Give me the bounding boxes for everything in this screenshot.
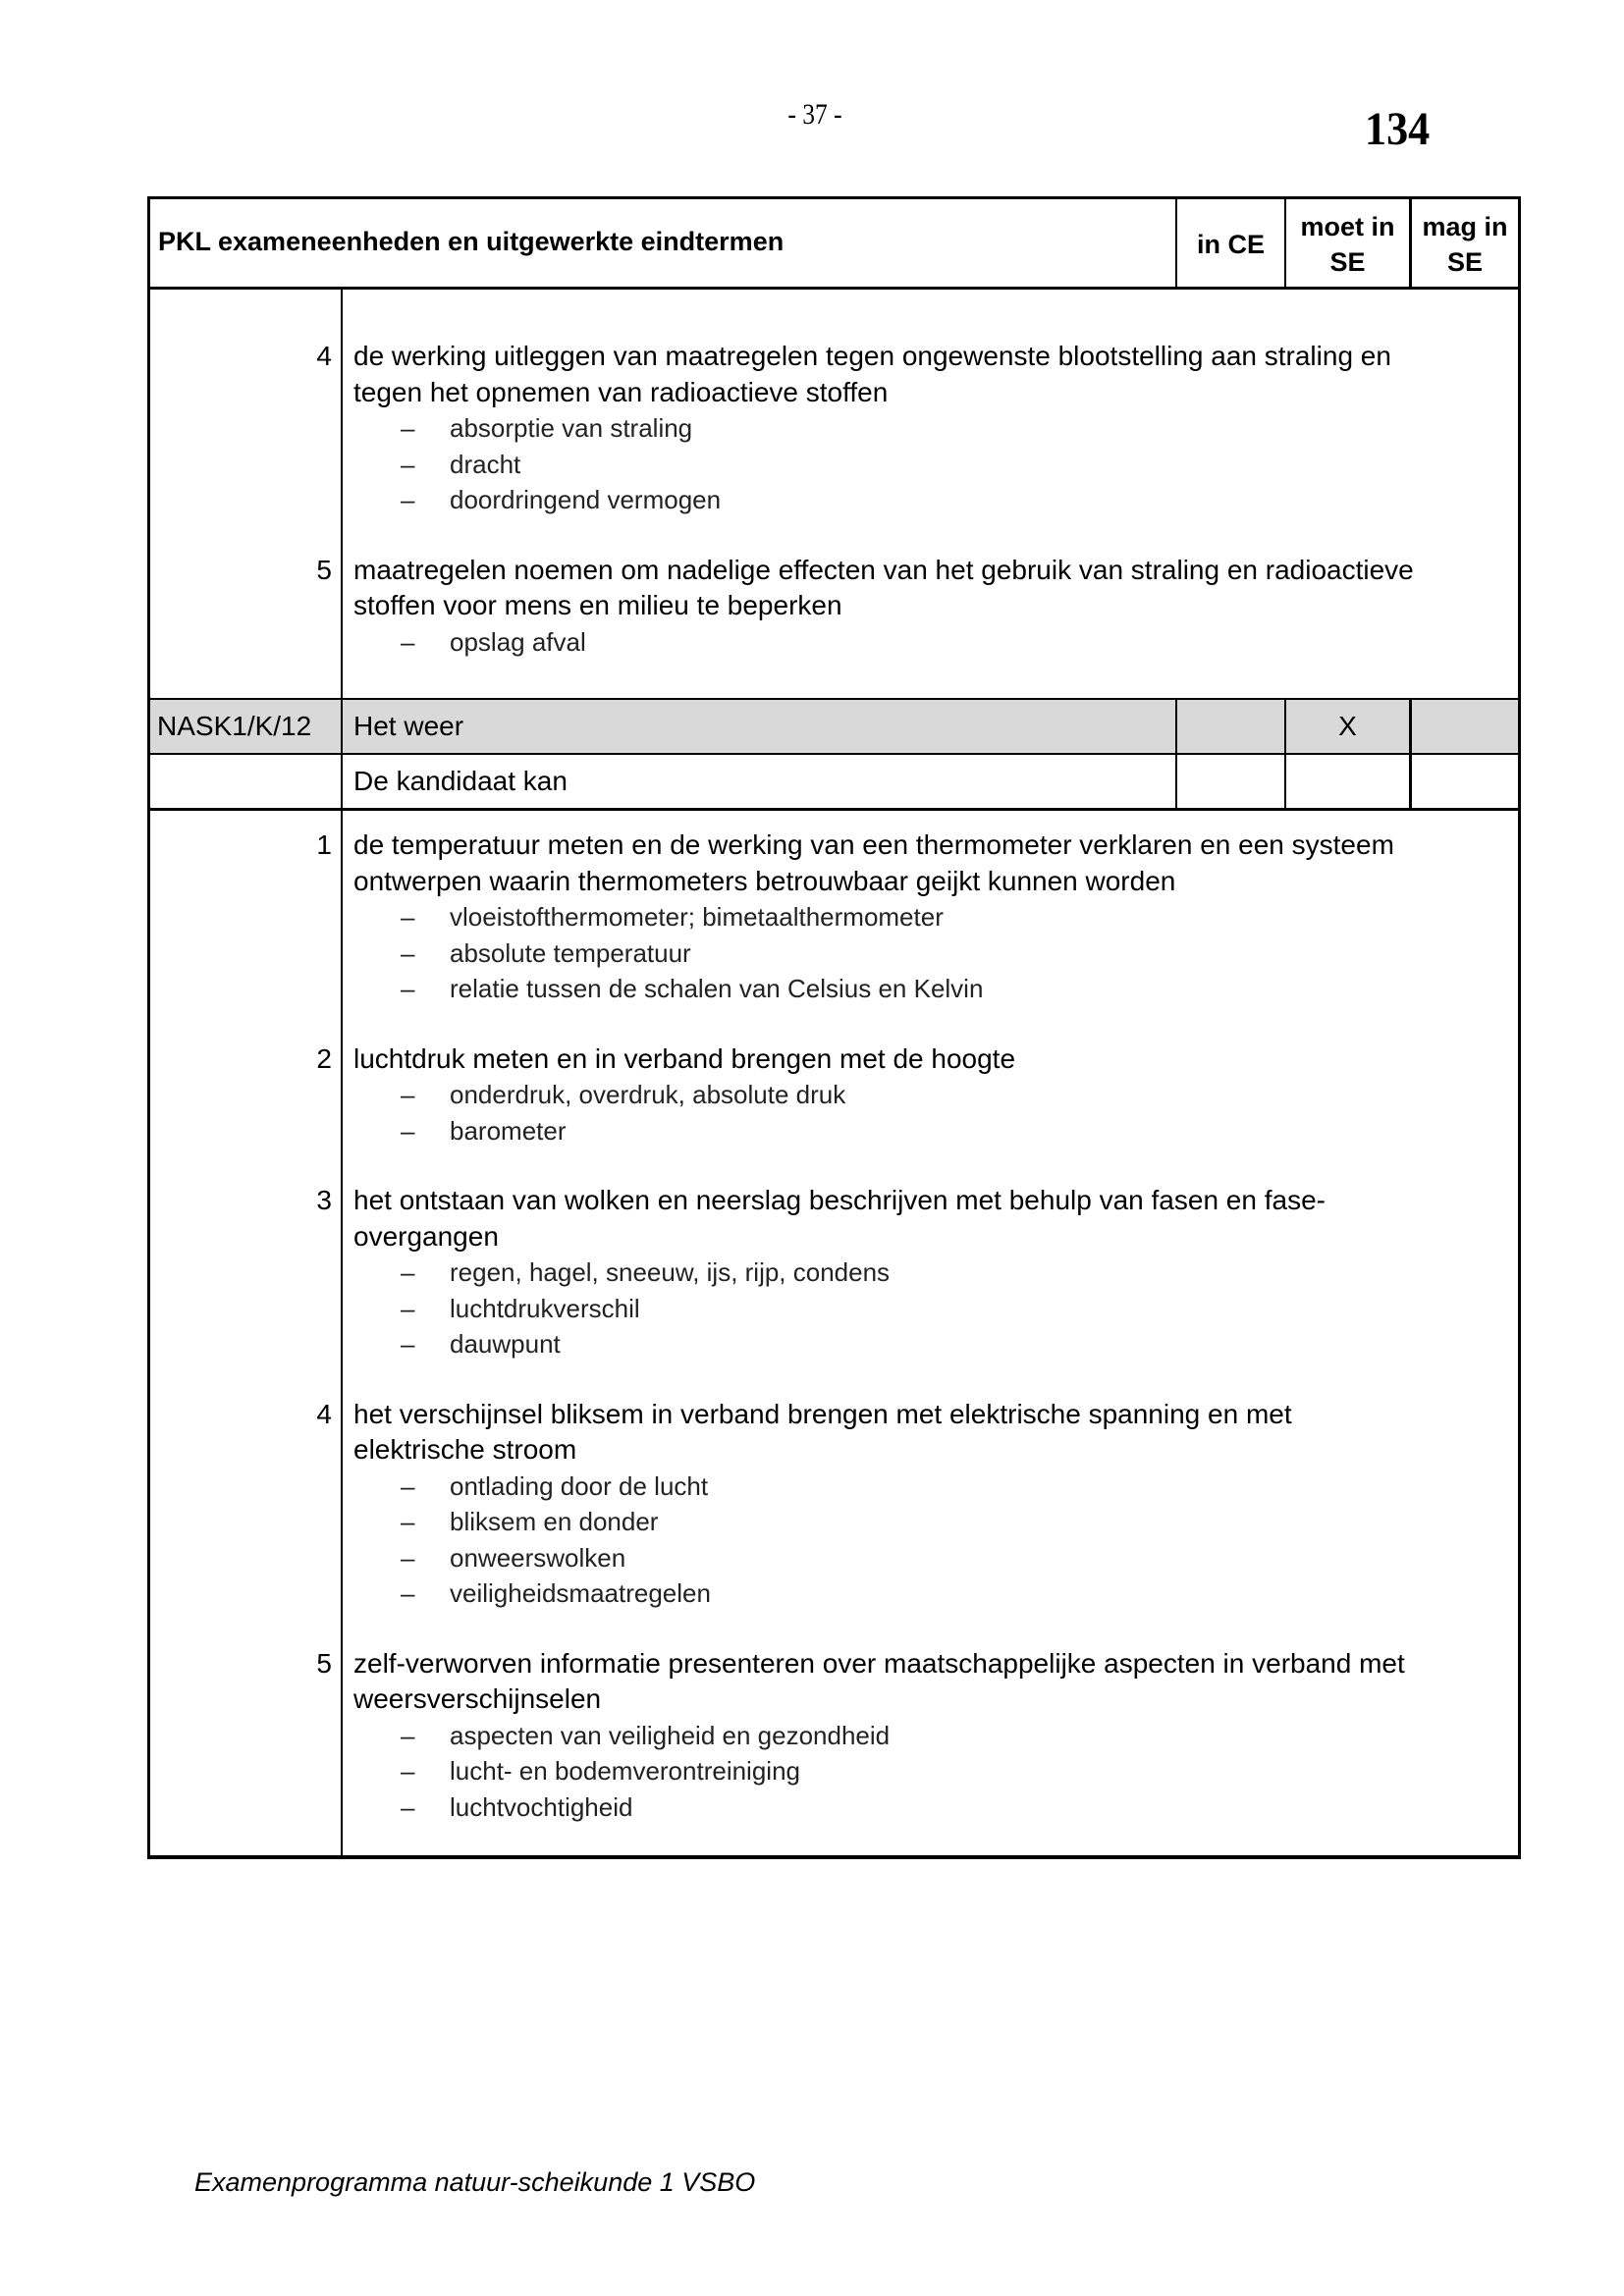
bullet-text: ontlading door de lucht bbox=[450, 1470, 709, 1501]
dash-bullet-icon: – bbox=[401, 1720, 415, 1750]
bullet-text: relatie tussen de schalen van Celsius en Kelvin bbox=[450, 974, 984, 1003]
page-number: - 37 - bbox=[787, 98, 842, 131]
unit-code: NASK1/K/12 bbox=[157, 711, 312, 741]
item-text-line: luchtdruk meten en in verband brengen met de hoogte bbox=[353, 1042, 1016, 1074]
bullet-item bbox=[401, 1077, 845, 1113]
dash-bullet-icon: – bbox=[401, 1578, 415, 1608]
bullet-text: veiligheidsmaatregelen bbox=[450, 1578, 711, 1608]
bullet-item bbox=[401, 1504, 658, 1540]
item-text-line: overgangen bbox=[353, 1220, 499, 1252]
unit-intro: De kandidaat kan bbox=[353, 766, 568, 796]
unit-row-top-border bbox=[147, 698, 1520, 700]
bullet-item bbox=[401, 447, 520, 483]
item-number: 1 bbox=[316, 829, 332, 860]
bullet-item bbox=[401, 1326, 561, 1362]
item-number: 2 bbox=[316, 1042, 332, 1074]
header-moet-in-se bbox=[1286, 209, 1409, 280]
bullet-item bbox=[401, 1753, 800, 1789]
item-text-line: weersverschijnselen bbox=[353, 1683, 602, 1714]
bullet-item bbox=[401, 482, 721, 518]
bullet-text: onderdruk, overdruk, absolute druk bbox=[450, 1080, 846, 1109]
bullet-text: dauwpunt bbox=[450, 1329, 561, 1359]
dash-bullet-icon: – bbox=[401, 1080, 415, 1109]
header-mag-line2: SE bbox=[1446, 247, 1484, 277]
dash-bullet-icon: – bbox=[401, 902, 415, 932]
bullet-text: barometer bbox=[450, 1115, 567, 1146]
dash-bullet-icon: – bbox=[401, 1791, 415, 1822]
table-right-border bbox=[1518, 196, 1521, 1859]
unit-title: Het weer bbox=[353, 711, 464, 741]
header-moet-line2: SE bbox=[1329, 247, 1366, 277]
header-title: PKL exameneenheden en uitgewerkte eindtermen bbox=[158, 227, 785, 256]
item-number: 4 bbox=[316, 1398, 332, 1429]
item-text-line: het ontstaan van wolken en neerslag beschrijven met behulp van fasen en fase- bbox=[353, 1185, 1326, 1215]
header-mag-line1: mag in bbox=[1422, 212, 1508, 241]
item-text-line: stoffen voor mens en milieu te beperken bbox=[353, 590, 842, 620]
dash-bullet-icon: – bbox=[401, 1115, 415, 1146]
bullet-text: opslag afval bbox=[450, 626, 586, 657]
item-number: 3 bbox=[316, 1185, 332, 1215]
item-text-line: ontwerpen waarin thermometers betrouwbaar geijkt kunnen worden bbox=[353, 865, 1176, 896]
bullet-text: absolute temperatuur bbox=[450, 937, 691, 968]
header-moet-line1: moet in bbox=[1300, 212, 1395, 241]
table-left-border bbox=[147, 196, 150, 1859]
item-text-line: elektrische stroom bbox=[353, 1434, 577, 1465]
dash-bullet-icon: – bbox=[401, 413, 415, 443]
bullet-item bbox=[401, 1468, 708, 1505]
item-text-line: het verschijnsel bliksem in verband brengen met elektrische spanning en met bbox=[353, 1398, 1292, 1429]
dash-bullet-icon: – bbox=[401, 1542, 415, 1573]
code-column-divider bbox=[341, 288, 343, 1856]
dash-bullet-icon: – bbox=[401, 626, 415, 657]
bullet-item bbox=[401, 935, 691, 972]
bullet-text: regen, hagel, sneeuw, ijs, rijp, condens bbox=[450, 1257, 891, 1287]
bullet-item bbox=[401, 624, 586, 661]
item-text-line: zelf-verworven informatie presenteren over maatschappelijke aspecten in verband met bbox=[353, 1647, 1405, 1679]
bullet-item bbox=[401, 1718, 890, 1754]
header-in-ce-label: in CE bbox=[1196, 230, 1265, 259]
item-text-line: tegen het opnemen van radioactieve stoffen bbox=[353, 376, 889, 407]
bullet-text: dracht bbox=[450, 449, 521, 479]
unit-divider-mag bbox=[1409, 698, 1412, 809]
bullet-item bbox=[401, 1540, 625, 1576]
dash-bullet-icon: – bbox=[401, 974, 415, 1003]
item-text-line: de temperatuur meten en de werking van een thermometer verklaren en een systeem bbox=[353, 829, 1394, 860]
bullet-text: luchtvochtigheid bbox=[450, 1791, 633, 1822]
dash-bullet-icon: – bbox=[401, 449, 415, 479]
page-stamp-number: 134 bbox=[1365, 103, 1431, 155]
bullet-text: lucht- en bodemverontreiniging bbox=[450, 1756, 800, 1786]
unit-divider-ce bbox=[1175, 698, 1177, 809]
dash-bullet-icon: – bbox=[401, 485, 415, 514]
bullet-item bbox=[401, 410, 692, 447]
dash-bullet-icon: – bbox=[401, 1329, 415, 1359]
item-text-line: maatregelen noemen om nadelige effecten van het gebruik van straling en radioactieve bbox=[353, 554, 1414, 585]
unit-moet-in-se-value: X bbox=[1338, 711, 1357, 741]
item-number: 4 bbox=[316, 341, 332, 371]
bullet-item bbox=[401, 899, 944, 935]
dash-bullet-icon: – bbox=[401, 1257, 415, 1287]
header-mag-in-se bbox=[1411, 209, 1519, 280]
bullet-text: luchtdrukverschil bbox=[450, 1293, 640, 1323]
dash-bullet-icon: – bbox=[401, 1293, 415, 1323]
item-number: 5 bbox=[316, 1647, 332, 1679]
bullet-text: absorptie van straling bbox=[450, 413, 693, 443]
bullet-text: vloeistofthermometer; bimetaalthermometer bbox=[450, 902, 944, 932]
table-top-border bbox=[147, 196, 1520, 199]
dash-bullet-icon: – bbox=[401, 1507, 415, 1536]
bullet-item bbox=[401, 1113, 567, 1149]
header-in-ce bbox=[1177, 227, 1284, 262]
bullet-item bbox=[401, 971, 983, 1007]
bullet-item bbox=[401, 1291, 640, 1327]
item-text-line: de werking uitleggen van maatregelen tegen ongewenste blootstelling aan straling en bbox=[353, 341, 1391, 371]
header-bottom-border bbox=[147, 287, 1520, 290]
dash-bullet-icon: – bbox=[401, 1756, 415, 1786]
bullet-text: aspecten van veiligheid en gezondheid bbox=[450, 1720, 891, 1750]
unit-row-bottom-border bbox=[147, 753, 1520, 755]
page-footer: Examenprogramma natuur-scheikunde 1 VSBO bbox=[194, 2167, 756, 2197]
bullet-item bbox=[401, 1255, 890, 1291]
bullet-item bbox=[401, 1575, 711, 1612]
dash-bullet-icon: – bbox=[401, 937, 415, 968]
bullet-text: onweerswolken bbox=[450, 1542, 626, 1573]
bullet-item bbox=[401, 1789, 632, 1826]
intro-row-bottom-border bbox=[147, 808, 1520, 811]
table-bottom-border bbox=[147, 1855, 1520, 1859]
dash-bullet-icon: – bbox=[401, 1470, 415, 1501]
bullet-text: doordringend vermogen bbox=[450, 485, 722, 514]
bullet-text: bliksem en donder bbox=[450, 1507, 659, 1536]
item-number: 5 bbox=[316, 554, 332, 585]
